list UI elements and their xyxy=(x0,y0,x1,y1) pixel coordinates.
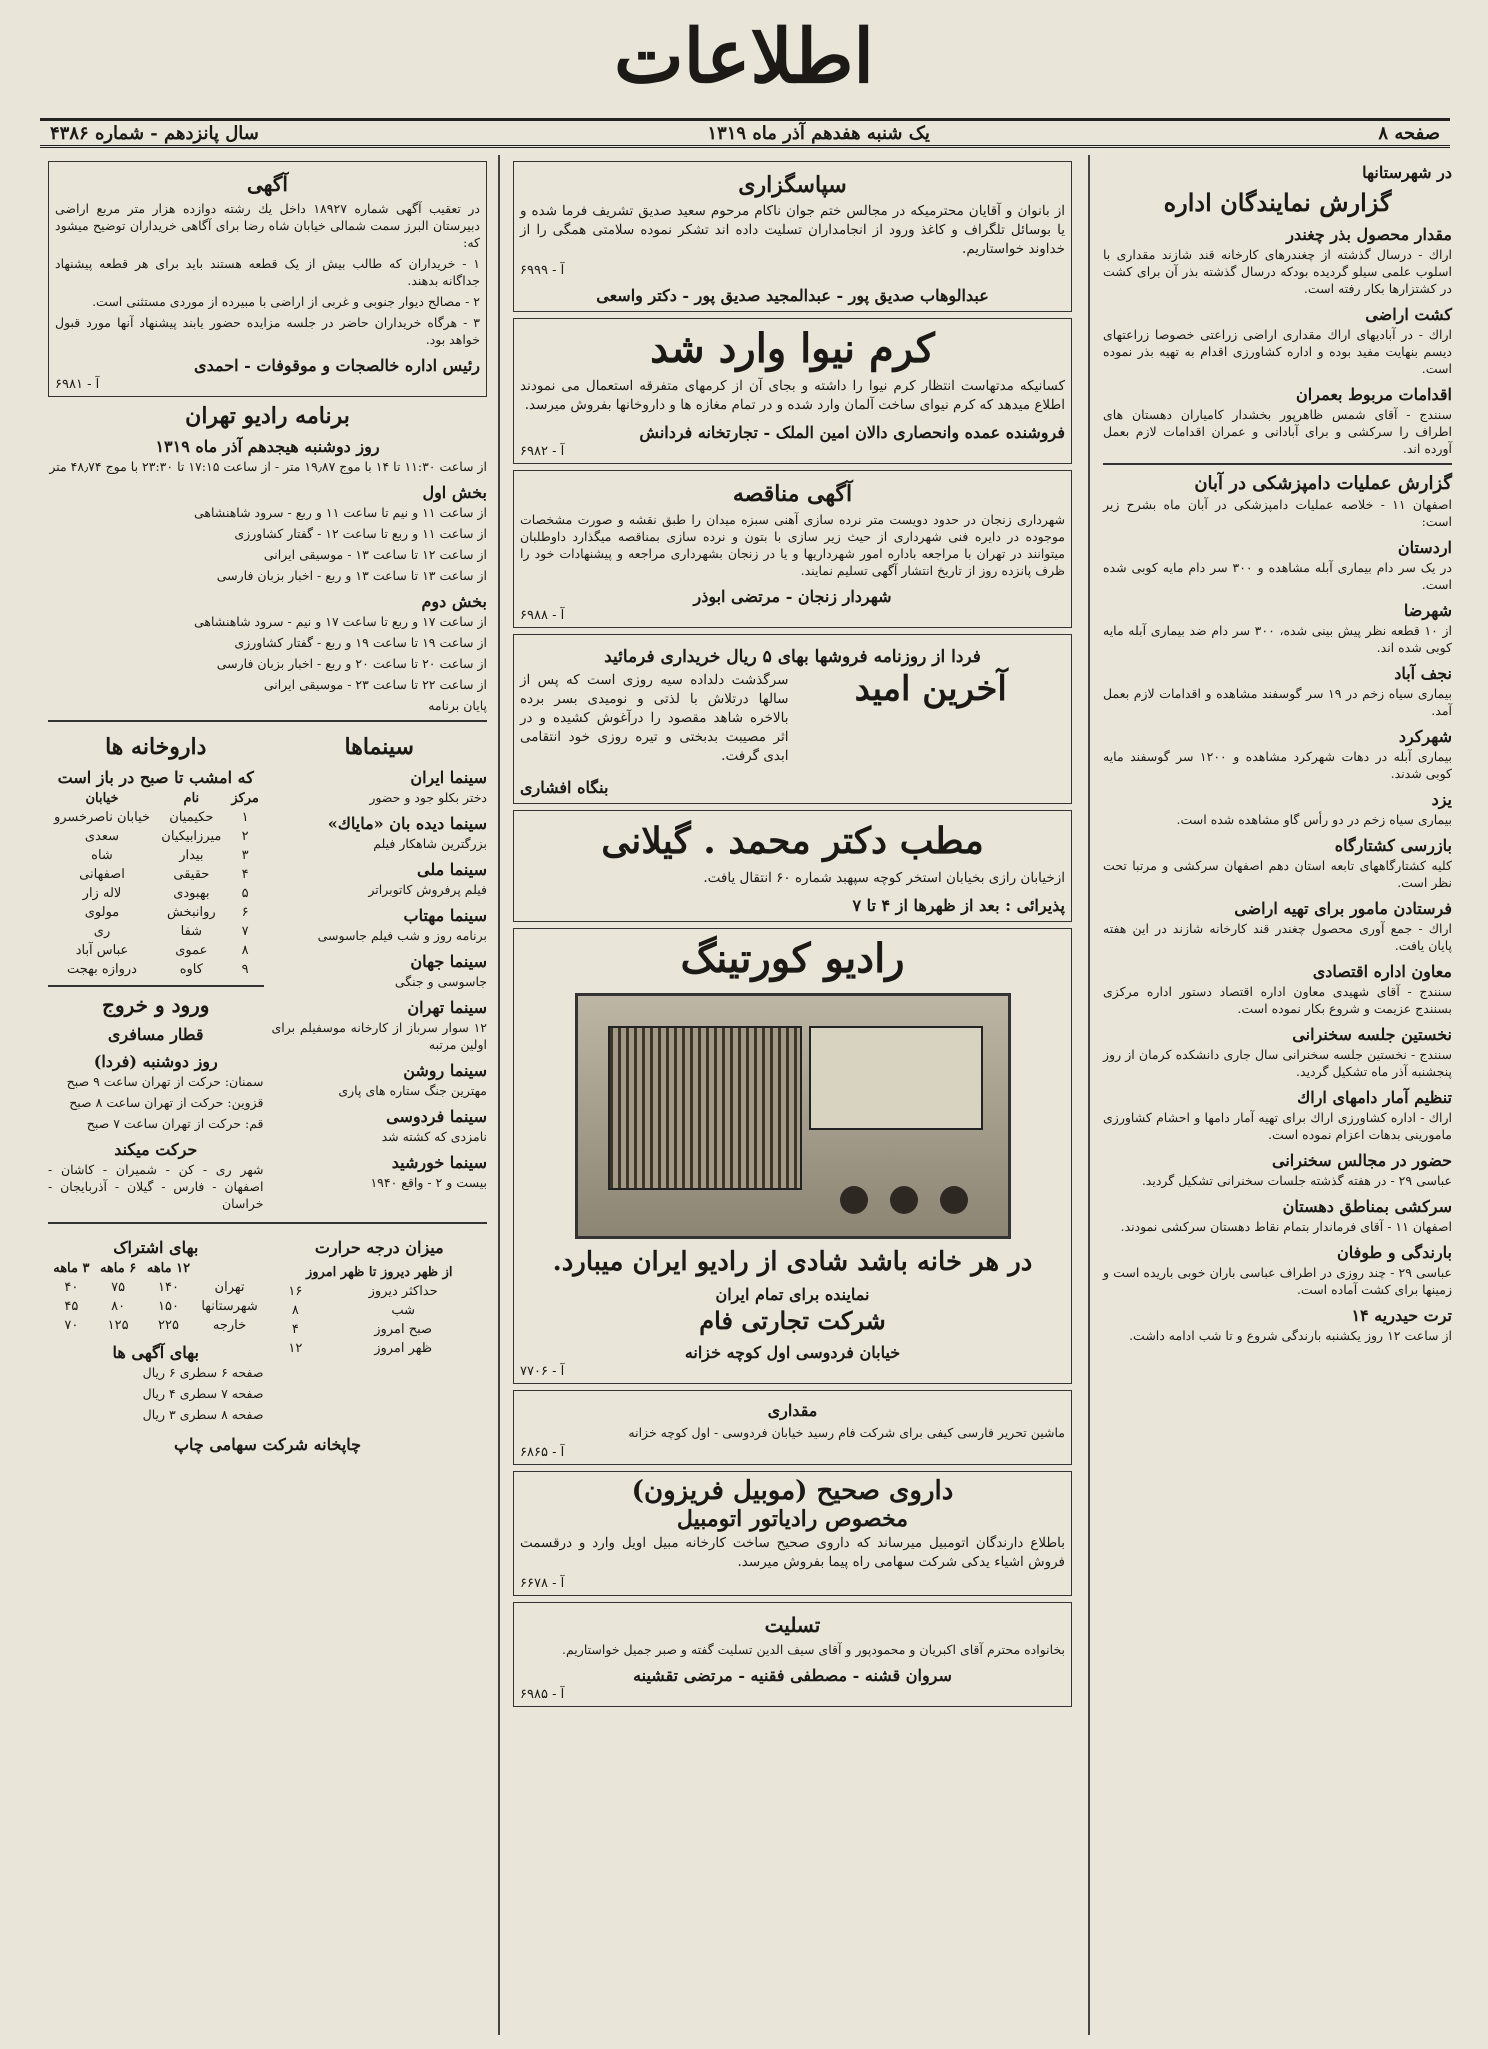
issue-date: یک شنبه هفدهم آذر ماه ۱۳۱۹ xyxy=(707,122,930,144)
table-row: ۴ حقیقی اصفهانی xyxy=(79,867,249,882)
cinema-film: جاسوسی و جنگی xyxy=(394,974,487,989)
table-row: حداکثر دیروز ۱۶ xyxy=(288,1284,438,1299)
tender-notice xyxy=(513,470,1072,628)
table-header xyxy=(196,1259,264,1278)
drug-text: باطلاع دارندگان اتومبیل میرساند که داروی صحیح ساخت کارخانه مبیل اویل وارد و درقسمت فروش اشیاء یدکی شرکت سهامی راه پیما بفروش میرسد. xyxy=(520,1535,1065,1570)
cinema-title: سینماها xyxy=(344,734,414,760)
cinema-film: برنامه روز و شب فیلم جاسوسی xyxy=(317,928,487,943)
article-text: از ساعت ۱۲ روز یکشنبه بارندگی شروع و تا شب ادامه داشت. xyxy=(1129,1328,1452,1343)
doctor-hours: پذیرائی : بعد از ظهرها از ۴ تا ۷ xyxy=(852,896,1065,915)
cinema-name: سینما تهران xyxy=(407,998,487,1017)
ad-code: آ - ۷۷۰۶ xyxy=(520,1364,565,1379)
table-row: ۳ بیدار شاه xyxy=(91,848,249,863)
table-row: شهرستانها ۱۵۰ ۸۰ ۴۵ xyxy=(64,1299,258,1314)
table-row: ۵ بهبودی لاله زار xyxy=(82,886,249,901)
doctor-title: مطب دکتر محمد . گیلانی xyxy=(601,820,984,862)
travel-subtitle: قطار مسافری xyxy=(107,1025,204,1044)
table-row: صبح امروز ۴ xyxy=(291,1322,433,1337)
radio-part-title: بخش اول xyxy=(422,483,487,502)
pharmacy-table xyxy=(48,789,264,979)
notice-line: در تعقیب آگهی شماره ۱۸۹۲۷ داخل یك رشته دوازده هزار متر مربع اراضی دبیرستان البرز سمت شمالی خیابان شاه رضا برای آگاهی خریداران توضیح میشود که: xyxy=(55,201,480,250)
cinema-name: سینما ایران xyxy=(410,768,487,787)
cinema-name: سینما دیده بان «مایاك» xyxy=(327,814,487,833)
cinema-name: سینما روشن xyxy=(403,1061,487,1080)
ad-code: آ - ۶۶۷۸ xyxy=(520,1576,565,1591)
radio-wavelengths: از ساعت ۱۱:۳۰ تا ۱۴ با موج ۱۹٫۸۷ متر - از ساعت ۱۷:۱۵ تا ۲۳:۳۰ با موج ۴۸٫۷۴ متر xyxy=(49,459,487,474)
pharmacy-and-travel xyxy=(48,728,264,1216)
radio-part-title: بخش دوم xyxy=(421,592,487,611)
tender-text: شهرداری زنجان در حدود دویست متر نرده سازی آهنی سبزه میدان را طبق نقشه و صورت مشخصات موجوده در دایره فنی شهرداری از حیث زیر سازی با بتون و نرده سازی بمناقصه میگذارد داوطلبان میتوانند در تهران با مراجعه باداره امور شهرداریها و یا در زنجان بشهرداری مراجعه و پیشنهادات خود را ظرف پانزده روز از تاریخ انتشار آگهی تسلیم نمایند. xyxy=(520,512,1065,578)
ad-code: آ - ۶۹۸۲ xyxy=(520,444,565,459)
temp-table xyxy=(272,1282,488,1358)
radio-slogan: در هر خانه باشد شادی از رادیو ایران میبارد. xyxy=(552,1247,1033,1277)
table-row: ۶ روانبخش مولوی xyxy=(84,905,249,920)
drug-subtitle: مخصوص رادیاتور اتومبیل xyxy=(676,1506,909,1532)
tender-signature: شهردار زنجان - مرتضی ابوذر xyxy=(693,587,892,606)
article-title: معاون اداره اقتصادی xyxy=(1312,962,1452,981)
cinema-film: فیلم پرفروش کاتوبراتر xyxy=(368,882,487,897)
article-text: سنندج - نخستین جلسه سخنرانی سال جاری دانشکده کرمان از روز پنجشنبه آذر ماه تشکیل گردید. xyxy=(1103,1047,1452,1079)
article-text: اراك - اداره کشاورزی اراك برای تهیه آمار دامها و احشام کشاورزی مامورینی بدهات اعزام نموده است. xyxy=(1103,1110,1452,1142)
cinema-name: سینما ملی xyxy=(417,860,487,879)
table-row: ظهر امروز ۱۲ xyxy=(288,1341,433,1356)
book-ad xyxy=(513,634,1072,804)
article-title: تنظیم آمار دامهای اراك xyxy=(1297,1088,1452,1107)
article-text: عباسی ۲۹ - چند روزی در اطراف عباسی باران خوبی باریده است و زمینها برای کشت آماده است. xyxy=(1103,1265,1452,1297)
masthead xyxy=(0,10,1488,105)
article-title: فرستادن مامور برای تهیه اراضی xyxy=(1234,899,1452,918)
cinema-name: سینما مهتاب xyxy=(403,906,487,925)
table-row: ۱ حکیمیان خیابان ناصرخسرو xyxy=(53,810,249,825)
printer-credit: چاپخانه شرکت سهامی چاپ xyxy=(173,1435,362,1454)
ad-code: آ - ۶۹۹۹ xyxy=(520,263,565,278)
travel-line: قزوین: حرکت از تهران ساعت ۸ صبح xyxy=(69,1095,264,1110)
cinema-listing xyxy=(272,728,488,1216)
section-title: در شهرستانها xyxy=(1362,163,1452,182)
ad-headline: کرم نیوا وارد شد xyxy=(650,325,935,372)
bus-text: شهر ری - کن - شمیران - کاشان - اصفهان - فارس - گیلان - آذربایجان - خراسان xyxy=(48,1162,264,1211)
cream-ad xyxy=(513,318,1072,464)
divider xyxy=(48,1222,487,1224)
article-title: سرکشی بمناطق دهستان xyxy=(1282,1197,1452,1216)
cinema-film: ۱۲ سوار سرباز از کارخانه موسفیلم برای اولین مرتبه xyxy=(271,1020,487,1052)
ad-price-line: صفحه ۶ سطری ۶ ریال xyxy=(142,1365,264,1380)
ad-code: آ - ۶۹۸۱ xyxy=(55,377,100,392)
region-text: بیماری آبله در دهات شهرکرد مشاهده و ۱۲۰۰ سر گوسفند مایه کوبی شدند. xyxy=(1103,749,1452,781)
condolence-text: بخانواده محترم آقای اکبریان و محمودپور و آقای سیف الدین تسلیت گفته و صبر جمیل خواستاریم. xyxy=(562,1642,1065,1657)
doctor-ad xyxy=(513,810,1072,922)
temp-subtitle: از ظهر دیروز تا ظهر امروز xyxy=(305,1265,453,1280)
cinema-name: سینما جهان xyxy=(410,952,487,971)
ad-text: کسانیکه مدتهاست انتظار کرم نیوا را داشته و بجای آن از کرمهای متفرقه استعمال می نمودند اطلاع میدهد که کرم نیوای ساخت آلمان وارد شده و در تمام مغازه ها و داروخانها بفروش میرسد. xyxy=(520,378,1065,413)
region-text: بیماری سیاه زخم در دو رأس گاو مشاهده شده است. xyxy=(1176,812,1452,827)
prices-title: بهای اشتراک xyxy=(113,1238,199,1257)
radio-image xyxy=(575,993,1011,1239)
table-row: ۹ کاوه دروازه بهجت xyxy=(67,962,249,977)
thanks-notice xyxy=(513,161,1072,312)
article-text: اصفهان ۱۱ - آقای فرماندار بتمام نقاط دهستان سرکشی نمودند. xyxy=(1120,1219,1452,1234)
book-title: آخرین امید xyxy=(854,669,1007,709)
notice-title: آگهی xyxy=(247,172,288,196)
cinema-name: سینما خورشید xyxy=(391,1153,487,1172)
table-row: خارجه ۲۲۵ ۱۲۵ ۷۰ xyxy=(64,1318,247,1333)
region-title: شهرضا xyxy=(1403,601,1452,620)
drug-title: داروی صحیح (موبیل فریزون) xyxy=(631,1476,954,1506)
cinema-name: سینما فردوسی xyxy=(386,1107,487,1126)
thanks-title: سپاسگزاری xyxy=(738,172,847,198)
travel-line: سمنان: حرکت از تهران ساعت ۹ صبح xyxy=(66,1074,264,1089)
subscription-box xyxy=(48,1230,264,1427)
ad-prices-title: بهای آگهی ها xyxy=(112,1343,199,1362)
table-row: ۷ شفا ری xyxy=(93,924,249,939)
region-text: در یک سر دام بیماری آبله مشاهده و ۳۰۰ سر دام مایه کوبی شده است. xyxy=(1103,560,1453,592)
notice-text: ماشین تحریر فارسی کیفی برای شرکت فام رسید خیابان فردوسی - اول کوچه خزانه xyxy=(628,1425,1065,1440)
antifreeze-ad xyxy=(513,1471,1072,1596)
doctor-address: ازخیابان رازی بخیابان استخر کوچه سپهبد شماره ۶۰ انتقال یافت. xyxy=(703,870,1065,886)
table-header: خیابان xyxy=(85,791,119,806)
book-text: سرگذشت دلداده سیه روزی است که پس از سالها درتلاش با لذتی و نومیدی بسر برده بالاخره شاهد مقصود را درآغوش کشیده و در اثر مصیبت بدبختی و تیره روزی خود انتقامی ابدی گرفت. xyxy=(520,672,789,764)
radio-slot: از ساعت ۱۳ تا ساعت ۱۳ و ربع - اخبار بزبان فارسی xyxy=(216,568,487,583)
article-title: گزارش عملیات دامپزشکی در آبان xyxy=(1194,473,1452,494)
notice-line: ۳ - هرگاه خریداران حاضر در جلسه مزایده حضور یابند پیشنهاد آنها مورد قبول خواهد بود. xyxy=(55,315,480,347)
region-text: بیماری سیاه زخم در ۱۹ سر گوسفند مشاهده و اقدامات لازم بعمل آمد. xyxy=(1103,686,1452,718)
radio-company: شرکت تجارتی فام xyxy=(699,1306,886,1335)
table-header: مرکز xyxy=(231,791,259,806)
radio-slot: از ساعت ۲۲ تا ساعت ۲۳ - موسیقی ایرانی xyxy=(263,677,487,692)
dateline xyxy=(40,118,1450,148)
region-title: یزد xyxy=(1431,790,1452,809)
radio-representative: نماینده برای تمام ایران xyxy=(715,1285,870,1304)
region-title: اردستان xyxy=(1397,538,1452,557)
travel-line: قم: حرکت از تهران ساعت ۷ صبح xyxy=(86,1116,264,1131)
condolence-signature: سروان قشنه - مصطفی فقنیه - مرتضی تقشینه xyxy=(633,1666,952,1685)
condolence-notice xyxy=(513,1602,1072,1707)
prices-temp-row xyxy=(48,1230,487,1427)
book-publisher: بنگاه افشاری xyxy=(520,778,609,797)
table-header: ۳ ماهه xyxy=(53,1261,90,1276)
article-text: اصفهان ۱۱ - خلاصه عملیات دامپزشکی در آبان ماه بشرح زیر است: xyxy=(1103,497,1452,529)
article-text: عباسی ۲۹ - در هفته گذشته جلسات سخنرانی تشکیل گردید. xyxy=(1141,1173,1452,1188)
cinema-film: دختر بکلو جود و حضور xyxy=(369,790,487,805)
divider xyxy=(48,720,487,722)
radio-slot: از ساعت ۱۱ و ربع تا ساعت ۱۲ - گفتار کشاورزی xyxy=(234,526,487,541)
column-divider xyxy=(498,155,500,2035)
condolence-title: تسلیت xyxy=(764,1613,821,1637)
notice-line: ۱ - خریداران که طالب بیش از یک قطعه هستند باید برای هر قطعه پیشنهاد جداگانه بدهند. xyxy=(55,256,480,288)
notice-signature: رئیس اداره خالصجات و موقوفات - احمدی xyxy=(194,356,480,375)
thanks-text: از بانوان و آقایان محترمیکه در مجالس ختم جوان ناکام مرحوم سعید صدیق تشریف فرما شده و یا بوسائل تلگراف و کاغذ ورود از انجامداران تسلیت داده اند تشکر نموده سلامتی همگی را از خداوند خواستاریم. xyxy=(520,203,1065,257)
ad-seller: فروشنده عمده وانحصاری دالان امین الملک - تجارتخانه فردانش xyxy=(639,423,1065,442)
article-text: سنندج - آقای شهیدی معاون اداره اقتصاد دستور اداره مرکزی بسنندج عزیمت و شروع بکار نموده است. xyxy=(1103,984,1452,1016)
table-row: ۲ میرزابیکیان سعدی xyxy=(84,829,249,844)
article-title: بارندگی و طوفان xyxy=(1337,1243,1452,1262)
article-title: بازرسی کشتارگاه xyxy=(1334,836,1452,855)
notice-title: مقداری xyxy=(767,1401,818,1420)
radio-program-title: برنامه رادیو تهران xyxy=(185,403,350,429)
notice-line: ۲ - مصالح دیوار جنوبی و غربی از اراضی با مبیرده از موردی مستثنی است. xyxy=(92,294,480,309)
column-divider xyxy=(1088,155,1090,2035)
region-title: نجف آباد xyxy=(1394,664,1452,683)
radio-slot: از ساعت ۱۷ و ربع تا ساعت ۱۷ و نیم - سرود شاهنشاهی xyxy=(193,614,487,629)
region-text: از ۱۰ قطعه نظر پیش بینی شده، ۳۰۰ سر دام ضد بیماری آبله مایه کوبی شده اند. xyxy=(1103,623,1453,655)
table-header: ۶ ماهه xyxy=(99,1261,137,1276)
ad-code: آ - ۶۸۶۵ xyxy=(520,1445,565,1460)
radio-program-day: روز دوشنبه هیجدهم آذر ماه ۱۳۱۹ xyxy=(155,437,380,456)
travel-day: روز دوشنبه (فردا) xyxy=(93,1052,218,1071)
radio-slot: پایان برنامه xyxy=(428,698,487,713)
ad-price-line: صفحه ۷ سطری ۴ ریال xyxy=(142,1386,264,1401)
travel-title: ورود و خروج xyxy=(102,993,210,1017)
radio-slot: از ساعت ۱۱ و نیم تا ساعت ۱۱ و ربع - سرود شاهنشاهی xyxy=(193,505,487,520)
ad-code: آ - ۶۹۸۸ xyxy=(520,608,565,623)
headline: گزارش نمایندگان اداره xyxy=(1163,188,1392,217)
pharmacy-subtitle: که امشب تا صبح در باز است xyxy=(57,768,254,787)
bus-title: حرکت میکند xyxy=(114,1140,198,1159)
table-header: نام xyxy=(183,791,200,806)
article-title: نخستین جلسه سخنرانی xyxy=(1292,1025,1452,1044)
ad-price-line: صفحه ۸ سطری ۳ ریال xyxy=(142,1407,264,1422)
article-text: اراك - جمع آوری محصول چغندر قند کارخانه شازند در این هفته پایان یافت. xyxy=(1103,921,1452,953)
cinema-film: مهترین جنگ ستاره های پاری xyxy=(338,1083,487,1098)
newspaper-title: اطلاعات xyxy=(614,14,874,100)
article-text: کلیه کشتارگاههای تابعه استان دهم اصفهان سرکشی و مرتبا تحت نظر است. xyxy=(1103,858,1452,890)
divider xyxy=(48,985,264,987)
temp-title: میزان درجه حرارت xyxy=(314,1238,444,1257)
article-title: ترت حیدریه ۱۴ xyxy=(1351,1306,1452,1325)
article-title: حضور در مجالس سخنرانی xyxy=(1272,1151,1452,1170)
ad-code: آ - ۶۹۸۵ xyxy=(520,1687,565,1702)
cinema-pharmacy-row xyxy=(48,728,487,1216)
table-row: ۸ عموی عباس آباد xyxy=(75,943,249,958)
radio-slot: از ساعت ۱۲ تا ساعت ۱۳ - موسیقی ایرانی xyxy=(263,547,487,562)
radio-slot: از ساعت ۱۹ تا ساعت ۱۹ و ربع - گفتار کشاورزی xyxy=(234,635,487,650)
article-title: کشت اراضی xyxy=(1365,305,1452,324)
article-text: اراك - درسال گذشته از چغندرهای کارخانه قند شازند مقداری با اسلوب علمی سیلو گردیده بودکه درسال گذشته بذر آن برای کشت در کشتزارها بکار رفته است. xyxy=(1103,247,1452,296)
tender-title: آگهی مناقصه xyxy=(732,481,853,507)
table-row: تهران ۱۴۰ ۷۵ ۴۰ xyxy=(64,1280,245,1295)
pharmacy-title: داروخانه ها xyxy=(105,734,207,760)
cinema-film: بزرگترین شاهکار فیلم xyxy=(373,836,487,851)
region-title: شهرکرد xyxy=(1398,727,1452,746)
prices-table xyxy=(48,1259,264,1335)
column-provinces xyxy=(1095,155,1460,2035)
table-row: شب ۸ xyxy=(291,1303,415,1318)
table-header: ۱۲ ماهه xyxy=(146,1261,191,1276)
thanks-signature: عبدالوهاب صدیق پور - عبدالمجید صدیق پور - دکتر واسعی xyxy=(596,286,989,305)
issue-number: سال پانزدهم - شماره ۴۳۸۶ xyxy=(50,122,259,144)
column-ads xyxy=(505,155,1080,2035)
page-number: صفحه ۸ xyxy=(1378,122,1440,144)
radio-slot: از ساعت ۲۰ تا ساعت ۲۰ و ربع - اخبار بزبان فارسی xyxy=(216,656,487,671)
temperature-box xyxy=(272,1230,488,1427)
radio-brand: رادیو کورتینگ xyxy=(680,935,905,982)
column-info xyxy=(40,155,495,2035)
land-notice xyxy=(48,161,487,397)
article-title: مقدار محصول بذر چغندر xyxy=(1286,225,1452,244)
article-title: اقدامات مربوط بعمران xyxy=(1296,385,1452,404)
sales-banner: فردا از روزنامه فروشها بهای ۵ ریال خریداری فرمائید xyxy=(604,647,981,667)
article-text: اراك - در آبادیهای اراك مقداری اراضی زراعتی خصوصا زراعتهای دیسم بنهایت مفید بوده و اداره کشاورزی اقدام به تهیه بذر نموده است. xyxy=(1103,327,1452,376)
radio-address: خیابان فردوسی اول کوچه خزانه xyxy=(684,1343,901,1362)
divider xyxy=(1103,463,1452,465)
cinema-film: نامزدی که کشته شد xyxy=(381,1129,487,1144)
cinema-film: بیست و ۲ - واقع ۱۹۴۰ xyxy=(370,1175,487,1190)
radio-ad xyxy=(513,928,1072,1384)
article-text: سنندج - آقای شمس ظاهرپور بخشدار کامیاران دهستان های اطراف را سرکشی و برای آبادانی و عمران اقدامات لازم بعمل آورده اند. xyxy=(1103,407,1452,456)
typewriter-notice xyxy=(513,1390,1072,1465)
